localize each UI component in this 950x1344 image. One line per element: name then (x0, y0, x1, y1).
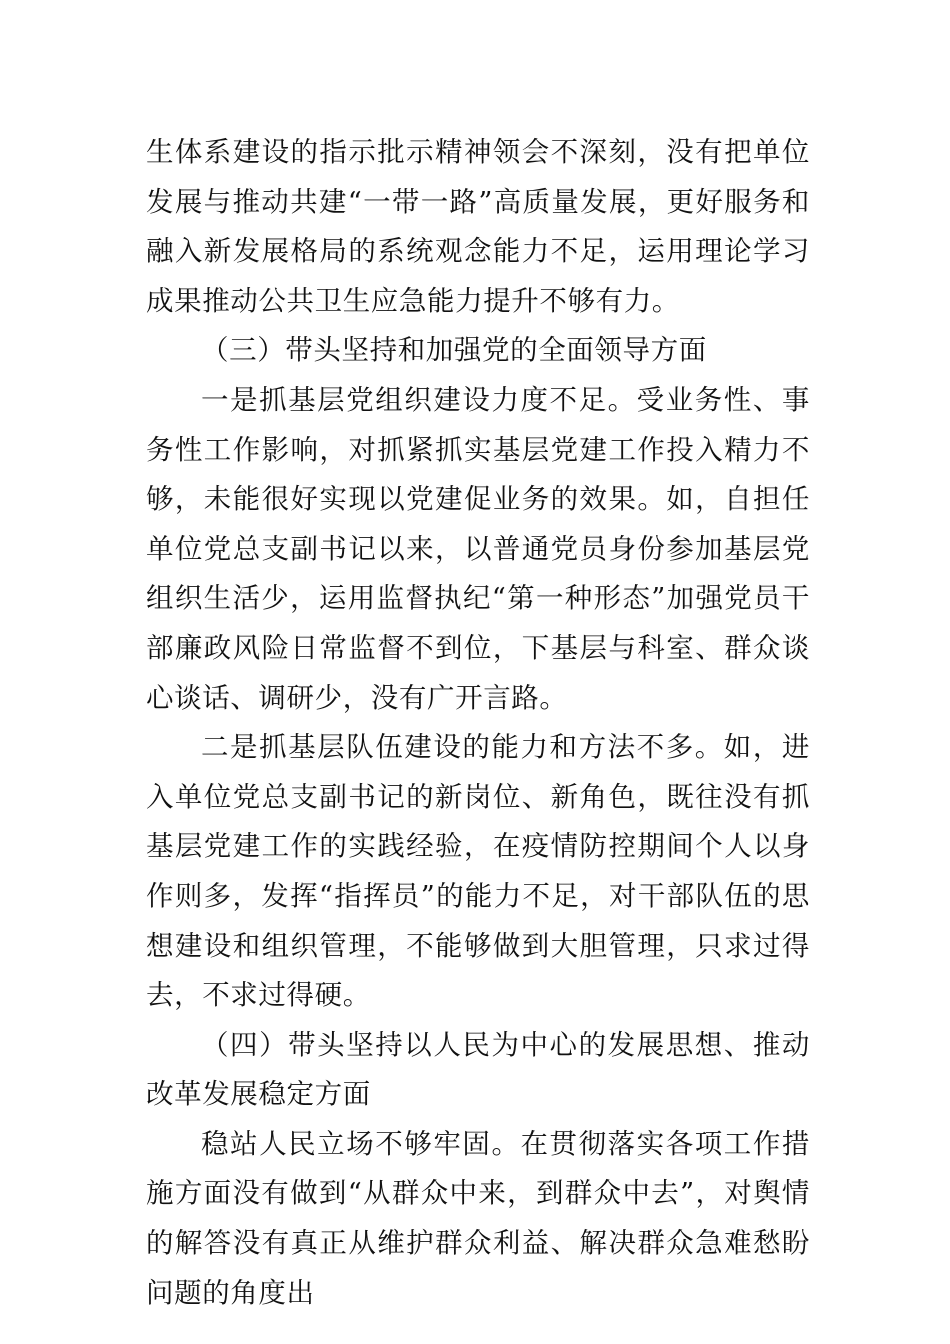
section-heading-three: （三）带头坚持和加强党的全面领导方面 (201, 334, 707, 367)
paragraph-people-stance: 稳站人民立场不够牢固。在贯彻落实各项工作措施方面没有做到“从群众中来，到群众中去”，对舆情的解答没有真正从维护群众利益、解决群众急难愁盼问题的角度出 (146, 1127, 810, 1309)
section-heading-four: （四）带头坚持以人民为中心的发展思想、推动改革发展稳定方面 (146, 1028, 810, 1111)
document-body (146, 128, 810, 1318)
paragraph-party-organization: 一是抓基层党组织建设力度不足。受业务性、事务性工作影响，对抓紧抓实基层党建工作投入精力不够，未能很好实现以党建促业务的效果。如，自担任单位党总支副书记以来，以普通党员身份参加基层党组织生活少，运用监督执纪“第一种形态”加强党员干部廉政风险日常监督不到位，下基层与科室、群众谈心谈话、调研少，没有广开言路。 (146, 383, 810, 714)
paragraph-team-building: 二是抓基层队伍建设的能力和方法不多。如，进入单位党总支副书记的新岗位、新角色，既往没有抓基层党建工作的实践经验，在疫情防控期间个人以身作则多，发挥“指挥员”的能力不足，对干部队伍的思想建设和组织管理，不能够做到大胆管理，只求过得去，不求过得硬。 (146, 731, 810, 1012)
paragraph-continued-text: 生体系建设的指示批示精神领会不深刻，没有把单位发展与推动共建“一带一路”高质量发展，更好服务和融入新发展格局的系统观念能力不足，运用理论学习成果推动公共卫生应急能力提升不够有力。 (146, 136, 810, 317)
